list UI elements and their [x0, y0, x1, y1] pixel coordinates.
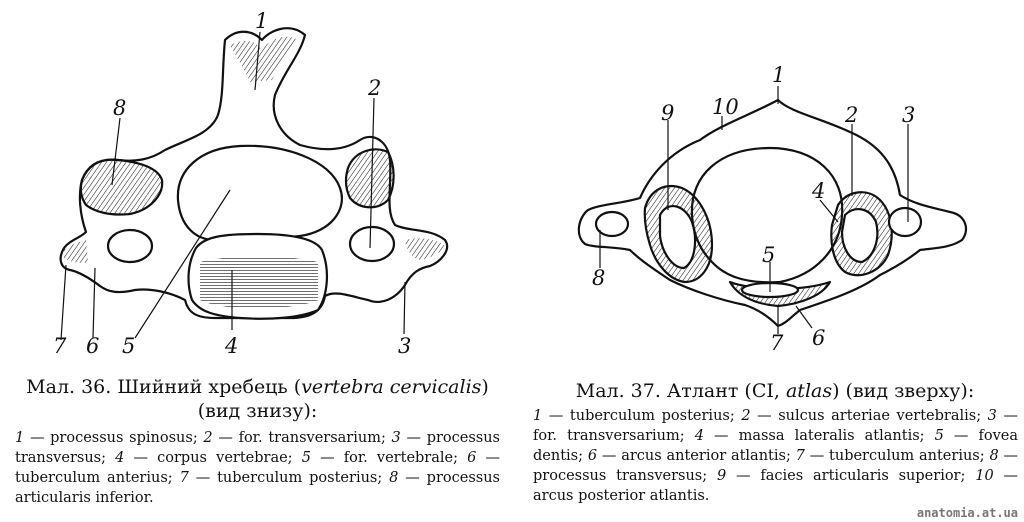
legend-37-number-10: 10 — [975, 468, 994, 484]
label-37-10: 10 — [712, 95, 739, 119]
legend-36-item-8: — processus articularis inferior. — [15, 470, 500, 506]
label-37-6: 6 — [812, 326, 826, 350]
label-36-2: 2 — [368, 76, 382, 100]
legend-37-number-3: 3 — [987, 408, 997, 424]
legend-37-number-7: 7 — [795, 448, 805, 464]
label-36-4: 4 — [225, 334, 239, 358]
label-36-8: 8 — [113, 96, 127, 120]
legend-36-item-6: — tuberculum anterius; — [15, 450, 501, 486]
label-36-5: 5 — [122, 334, 136, 358]
legend-37-number-1: 1 — [533, 408, 543, 424]
legend-36-number-7: 7 — [179, 470, 189, 486]
label-37-9: 9 — [661, 101, 675, 125]
figure-36-subtitle: (вид знизу): — [197, 400, 318, 422]
legend-37-item-1: — tuberculum posterius; — [542, 408, 742, 424]
figure-37-title-text: Мал. 37. Атлант (CI, — [575, 380, 780, 402]
legend-37-item-8: — processus transversus; — [533, 448, 1019, 484]
label-36-1: 1 — [255, 9, 269, 33]
legend-37-number-9: 9 — [716, 468, 727, 484]
legend-37-number-2: 2 — [741, 408, 751, 424]
legend-36-item-5: — for. vertebrale; — [310, 450, 468, 466]
legend-37-item-2: — sulcus arteriae vertebralis; — [750, 408, 988, 424]
legend-37-item-6: — arcus anterior atlantis; — [597, 448, 796, 464]
legend-36-item-2: — for. transversarium; — [212, 430, 392, 446]
figure-37-title-suffix: ) (вид зверху): — [832, 380, 975, 402]
legend-37-number-8: 8 — [989, 448, 999, 464]
figure-37-title-latin: atlas — [785, 380, 833, 402]
legend-36-number-1: 1 — [15, 430, 25, 446]
figure-37-legend — [533, 406, 1018, 506]
legend-37-number-5: 5 — [934, 428, 944, 444]
legend-37-item-10: — arcus posterior atlantis. — [533, 468, 1019, 504]
legend-36-item-4: — corpus vertebrae; — [124, 450, 302, 466]
figure-36-title-latin: vertebra cervicalis — [301, 376, 482, 398]
cervical-vertebra-drawing — [61, 28, 447, 318]
label-37-5: 5 — [762, 243, 776, 267]
legend-36-number-4: 4 — [115, 450, 125, 466]
figure-37-legend-text — [533, 406, 1018, 506]
label-37-4: 4 — [812, 179, 826, 203]
legend-36-number-5: 5 — [301, 450, 311, 466]
legend-37-item-5: — fovea dentis; — [533, 428, 1019, 464]
legend-36-number-2: 2 — [203, 430, 213, 446]
legend-37-item-7: — tuberculum anterius; — [804, 448, 990, 464]
figure-36-legend-text — [15, 428, 500, 508]
legend-36-item-1: — processus spinosus; — [24, 430, 204, 446]
watermark: anatomia.at.ua — [916, 506, 1018, 520]
label-37-2: 2 — [845, 103, 859, 127]
legend-36-item-7: — tuberculum posterius; — [188, 470, 390, 486]
label-36-3: 3 — [398, 334, 412, 358]
label-36-7: 7 — [53, 334, 67, 358]
label-36-6: 6 — [86, 334, 100, 358]
legend-36-number-8: 8 — [389, 470, 399, 486]
label-37-7: 7 — [770, 331, 784, 355]
label-37-8: 8 — [592, 266, 606, 290]
legend-37-item-4: — massa lateralis atlantis; — [703, 428, 935, 444]
legend-36-number-6: 6 — [467, 450, 477, 466]
legend-37-number-4: 4 — [694, 428, 704, 444]
legend-36-item-3: — processus transversus; — [15, 430, 501, 466]
label-37-1: 1 — [772, 63, 786, 87]
figure-36-title: Мал. 36. Шийний хребець (vertebra cervicalis) — [26, 376, 489, 398]
figure-37-title — [530, 380, 1020, 402]
label-37-3: 3 — [902, 103, 916, 127]
figure-36-title-text: Мал. 36. Шийний хребець — [26, 376, 288, 398]
figure-36-legend — [15, 428, 500, 508]
legend-37-number-6: 6 — [587, 448, 598, 464]
legend-36-number-3: 3 — [391, 430, 401, 446]
legend-37-item-3: — for. transversarium; — [533, 408, 1018, 444]
legend-37-item-9: — facies articularis superior; — [726, 468, 976, 484]
